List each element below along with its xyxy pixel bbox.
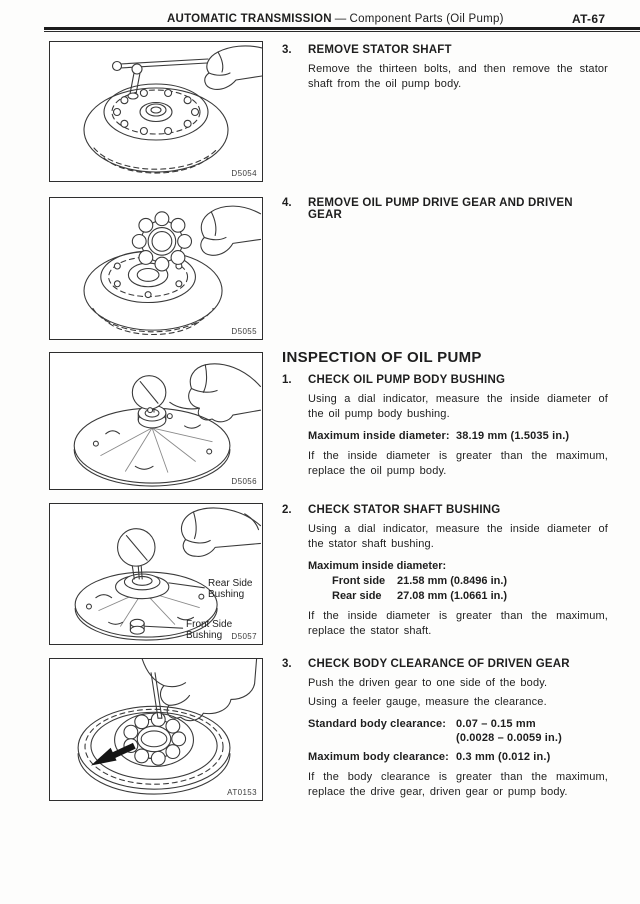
figure-check-body-clearance xyxy=(49,658,263,801)
step-body: Using a dial indicator, measure the inside diameter of the stator shaft bushing. xyxy=(308,523,608,550)
step-number: 3. xyxy=(282,44,292,56)
page-header xyxy=(167,13,504,25)
header-section-title: AUTOMATIC TRANSMISSION xyxy=(167,13,332,25)
step-body: Push the driven gear to one side of the body. xyxy=(308,677,548,689)
step-remove-stator-shaft xyxy=(282,44,608,92)
spec-label: Rear side xyxy=(332,590,382,602)
step-remove-drive-driven-gear xyxy=(282,197,608,221)
front-side-bushing-label: Front Side Bushing xyxy=(186,619,233,641)
hand-outline xyxy=(201,206,261,255)
step-number: 2. xyxy=(282,504,292,516)
spec-label: Maximum body clearance: xyxy=(308,751,449,763)
spec-value: 0.3 mm (0.012 in.) xyxy=(456,751,551,763)
header-rule-thick xyxy=(44,27,640,30)
driven-gear xyxy=(124,713,186,766)
spec-value: 21.58 mm (0.8496 in.) xyxy=(397,575,508,587)
step-heading: CHECK OIL PUMP BODY BUSHING xyxy=(308,374,506,386)
figure-remove-drive-driven-gear xyxy=(49,197,263,340)
hand-outline xyxy=(205,46,262,90)
spec-maximum-clearance xyxy=(308,750,608,764)
figure-code: D5055 xyxy=(231,327,257,336)
rear-side-bushing-label: Rear Side Bushing xyxy=(208,578,253,600)
driven-gear xyxy=(132,212,191,271)
step-heading: CHECK STATOR SHAFT BUSHING xyxy=(308,504,501,516)
spec-front-side xyxy=(332,574,608,588)
dial-indicator-body-bushing-illustration xyxy=(50,353,262,489)
step-check-stator-shaft-bushing xyxy=(282,504,608,639)
spec-value: 0.07 – 0.15 mm (0.0028 – 0.0059 in.) xyxy=(456,718,562,744)
hand-outline xyxy=(142,659,256,721)
oil-pump-drum xyxy=(84,251,222,334)
figure-check-body-bushing xyxy=(49,352,263,490)
dial-indicator xyxy=(118,529,155,579)
direction-arrow xyxy=(91,746,134,766)
figure-code: D5054 xyxy=(231,169,257,178)
step-heading: REMOVE STATOR SHAFT xyxy=(308,44,452,56)
header-rule-thin xyxy=(44,31,640,32)
step-check-body-bushing xyxy=(282,374,608,479)
step-body: Using a feeler gauge, measure the clearance. xyxy=(308,696,547,708)
spec-standard-clearance xyxy=(308,717,608,745)
figure-code: AT0153 xyxy=(227,788,257,797)
oil-pump-drum xyxy=(84,84,228,173)
step-check-body-clearance xyxy=(282,658,608,800)
step-note: If the body clearance is greater than the maximum, replace the drive gear, driven gear or pump body. xyxy=(308,771,608,798)
step-number: 4. xyxy=(282,197,292,209)
figure-code: D5056 xyxy=(231,477,257,486)
step-number: 3. xyxy=(282,658,292,670)
hand-outline xyxy=(181,508,260,556)
step-body: Using a dial indicator, measure the inside diameter of the oil pump body bushing. xyxy=(308,393,608,420)
spec-value: 27.08 mm (1.0661 in.) xyxy=(397,590,508,602)
spec-label: Standard body clearance: xyxy=(308,718,447,730)
spec-value: 38.19 mm (1.5035 in.) xyxy=(456,430,570,442)
header-dash: — xyxy=(334,13,347,25)
page-number: AT-67 xyxy=(572,12,606,26)
step-body: Remove the thirteen bolts, and then remove the stator shaft from the oil pump body. xyxy=(308,63,608,90)
gear-removal-illustration xyxy=(50,198,262,339)
spec-max-inside-diameter-label: Maximum inside diameter: xyxy=(308,560,447,572)
step-note: If the inside diameter is greater than the maximum, replace the stator shaft. xyxy=(308,610,608,637)
spec-max-inside-diameter xyxy=(308,429,608,443)
spec-label: Maximum inside diameter: xyxy=(308,430,450,442)
figure-check-stator-shaft-bushing xyxy=(49,503,263,645)
step-number: 1. xyxy=(282,374,292,386)
figure-code: D5057 xyxy=(231,632,257,641)
hand-outline xyxy=(170,364,261,422)
spec-rear-side xyxy=(332,589,608,603)
step-heading: CHECK BODY CLEARANCE OF DRIVEN GEAR xyxy=(308,658,570,670)
step-heading: REMOVE OIL PUMP DRIVE GEAR AND DRIVEN GEAR xyxy=(308,197,573,221)
spec-label: Front side xyxy=(332,575,386,587)
stator-shaft-bolt-removal-illustration xyxy=(50,42,262,181)
front-bushing-stub xyxy=(130,619,144,634)
inspection-section-title: INSPECTION OF OIL PUMP xyxy=(282,349,482,366)
feeler-gauge-clearance-illustration xyxy=(50,659,262,800)
header-subtitle: Component Parts (Oil Pump) xyxy=(349,13,504,25)
step-note: If the inside diameter is greater than the maximum, replace the oil pump body. xyxy=(308,450,608,477)
figure-remove-stator-shaft xyxy=(49,41,263,182)
